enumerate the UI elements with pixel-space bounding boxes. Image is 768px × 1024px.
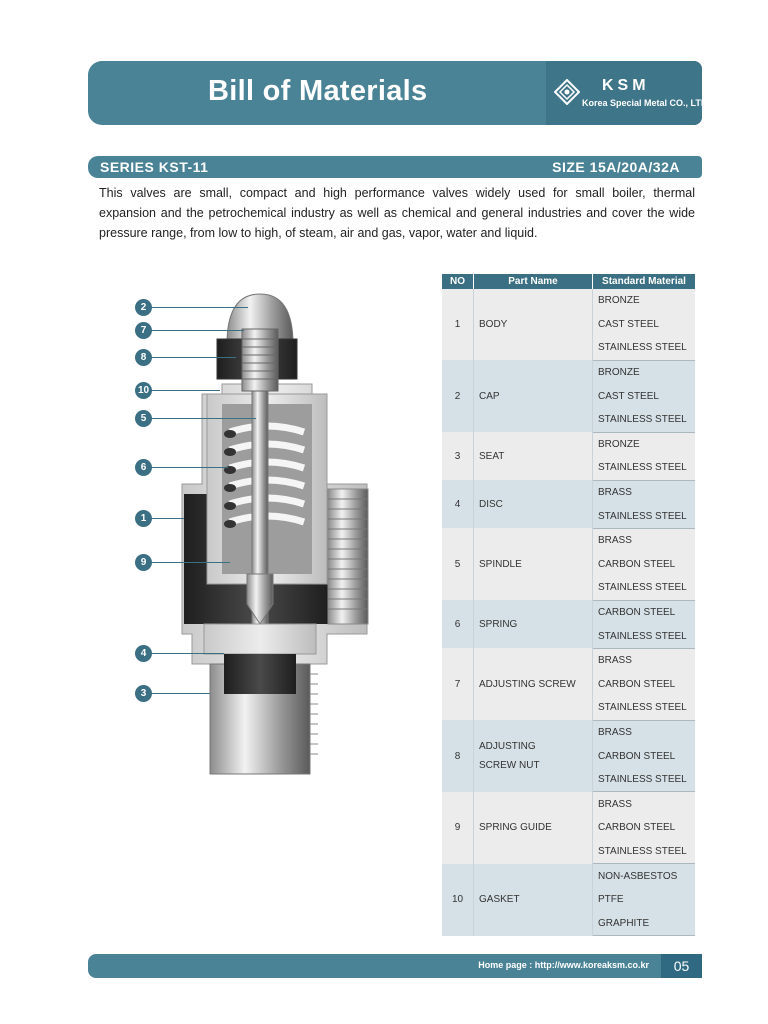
material-cell: BRASS <box>593 480 696 504</box>
valve-cross-section-diagram <box>132 284 392 794</box>
material-cell: CAST STEEL <box>593 384 696 408</box>
table-row <box>442 648 695 672</box>
callout-leader <box>144 330 244 331</box>
material-cell: STAINLESS STEEL <box>593 696 696 720</box>
callout-7: 7 <box>135 322 152 339</box>
part-number-cell: 1 <box>442 289 474 360</box>
part-number-cell: 3 <box>442 432 474 480</box>
table-row <box>442 792 695 816</box>
page-number: 05 <box>661 954 702 978</box>
column-header-standard-material: Standard Material <box>593 274 696 289</box>
part-name-cell <box>474 360 593 432</box>
column-header-part-name: Part Name <box>474 274 593 289</box>
part-number-cell: 2 <box>442 360 474 432</box>
page-title: Bill of Materials <box>208 75 428 107</box>
bill-of-materials-table <box>442 274 695 936</box>
material-cell: BRASS <box>593 648 696 672</box>
material-cell: BRONZE <box>593 360 696 384</box>
table-row <box>442 528 695 552</box>
column-header-no: NO <box>442 274 474 289</box>
material-cell: STAINLESS STEEL <box>593 576 696 600</box>
callout-leader <box>144 390 220 391</box>
callout-8: 8 <box>135 349 152 366</box>
part-name-cell <box>474 792 593 864</box>
part-name-cell <box>474 648 593 720</box>
part-name-line: ADJUSTING SCREW <box>479 678 576 690</box>
ksm-logo-icon <box>554 79 580 105</box>
home-page-link[interactable]: Home page : http://www.koreaksm.co.kr <box>478 960 649 970</box>
material-cell: CARBON STEEL <box>593 673 696 697</box>
callout-leader <box>144 357 236 358</box>
part-name-cell <box>474 720 593 792</box>
intro-paragraph: This valves are small, compact and high performance valves widely used for small boiler, thermal expansion and the petrochemical industry as well as chemical and general industries and cover the wide pressure range, from low to high, of steam, air and gas, vapor, water and liquid. <box>99 186 695 240</box>
callout-5: 5 <box>135 410 152 427</box>
part-name-line: SEAT <box>479 450 505 462</box>
material-cell: GRAPHITE <box>593 911 696 935</box>
callout-leader <box>144 467 228 468</box>
callout-3: 3 <box>135 685 152 702</box>
material-cell: BRONZE <box>593 432 696 456</box>
material-cell: BRASS <box>593 720 696 744</box>
part-number-cell: 10 <box>442 864 474 936</box>
callout-4: 4 <box>135 645 152 662</box>
part-number-cell: 6 <box>442 600 474 648</box>
table-row <box>442 864 695 888</box>
company-logo <box>546 61 708 125</box>
callout-leader <box>144 693 210 694</box>
material-cell: BRASS <box>593 528 696 552</box>
part-name-cell <box>474 289 593 360</box>
table-row <box>442 289 695 313</box>
part-name-line: DISC <box>479 498 503 510</box>
part-name-line: GASKET <box>479 894 520 906</box>
callout-2: 2 <box>135 299 152 316</box>
material-cell: CARBON STEEL <box>593 744 696 768</box>
part-name-cell <box>474 864 593 936</box>
material-cell: STAINLESS STEEL <box>593 408 696 432</box>
table-row <box>442 480 695 504</box>
part-name-line: SPINDLE <box>479 558 522 570</box>
material-cell: CARBON STEEL <box>593 600 696 624</box>
table-row <box>442 600 695 624</box>
material-cell: STAINLESS STEEL <box>593 768 696 792</box>
page-footer <box>88 954 661 978</box>
part-number-cell: 7 <box>442 648 474 720</box>
series-label: SERIES KST-11 <box>100 159 209 175</box>
callout-leader <box>144 653 224 654</box>
material-cell: STAINLESS STEEL <box>593 504 696 528</box>
part-name-line: SPRING <box>479 618 518 630</box>
part-name-line: ADJUSTING <box>479 741 536 753</box>
callout-9: 9 <box>135 554 152 571</box>
part-name-line: SPRING GUIDE <box>479 822 552 834</box>
series-bar <box>88 156 702 178</box>
valve-illustration <box>132 284 392 794</box>
part-number-cell: 9 <box>442 792 474 864</box>
callout-leader <box>144 418 256 419</box>
material-cell: CARBON STEEL <box>593 553 696 577</box>
material-cell: CAST STEEL <box>593 313 696 337</box>
callout-1: 1 <box>135 510 152 527</box>
table-header-row <box>442 274 695 289</box>
part-number-cell: 5 <box>442 528 474 600</box>
part-number-cell: 8 <box>442 720 474 792</box>
material-cell: BRASS <box>593 792 696 816</box>
table-row <box>442 720 695 744</box>
material-cell: STAINLESS STEEL <box>593 336 696 360</box>
part-name-cell <box>474 480 593 528</box>
logo-subtitle: Korea Special Metal CO., LTD <box>582 98 708 108</box>
part-name-line: SCREW NUT <box>479 760 540 772</box>
material-cell: NON-ASBESTOS <box>593 864 696 888</box>
callout-leader <box>144 562 230 563</box>
part-name-cell <box>474 600 593 648</box>
table-body <box>442 289 695 936</box>
part-number-cell: 4 <box>442 480 474 528</box>
material-cell: PTFE <box>593 888 696 912</box>
material-cell: CARBON STEEL <box>593 816 696 840</box>
table-row <box>442 360 695 384</box>
callout-10: 10 <box>135 382 152 399</box>
material-cell: STAINLESS STEEL <box>593 624 696 648</box>
page-header <box>88 61 708 125</box>
material-cell: STAINLESS STEEL <box>593 840 696 864</box>
part-name-cell <box>474 528 593 600</box>
callout-6: 6 <box>135 459 152 476</box>
part-name-cell <box>474 432 593 480</box>
callout-leader <box>144 307 248 308</box>
part-name-line: CAP <box>479 390 500 402</box>
logo-name: KSM <box>602 77 650 94</box>
material-cell: BRONZE <box>593 289 696 313</box>
material-cell: STAINLESS STEEL <box>593 456 696 480</box>
table-row <box>442 432 695 456</box>
part-name-line: BODY <box>479 319 508 331</box>
size-label: SIZE 15A/20A/32A <box>552 159 680 175</box>
